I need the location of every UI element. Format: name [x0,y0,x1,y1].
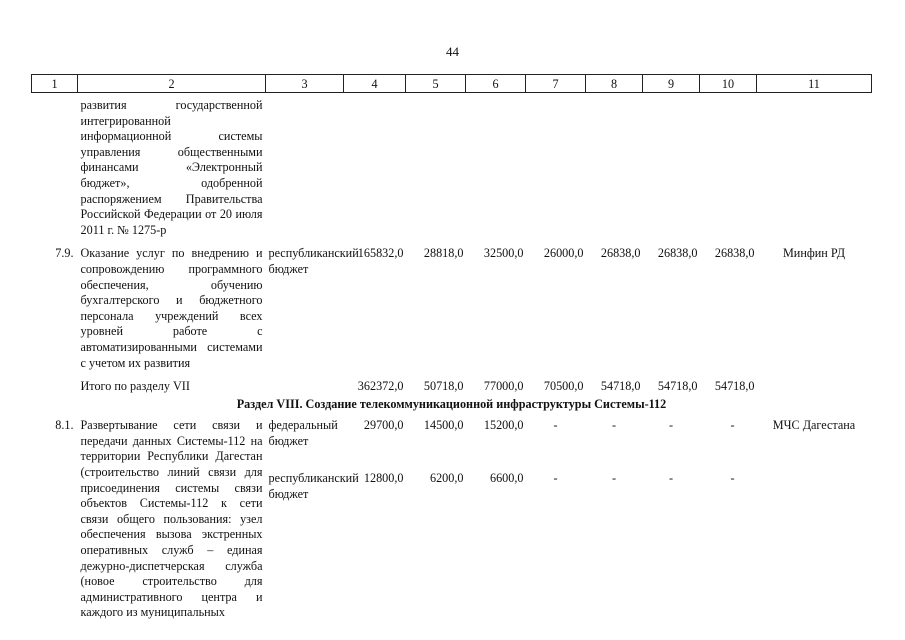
value-cell: - [611,471,617,485]
item-description: Развертывание сети связи и передачи данных Системы-112 на территории Республики Дагестан (строительство линий связи для присоединения системы связи объектов Системы-112 к сети связи общего пользования: узел обеспечения вызова экстренных оперативных служб – единая дежурно-диспетчерская служба (новое строительство для административного центра и каждого из муниципальных [80,418,263,620]
value-cell: 14500,0 [423,418,464,433]
total-value: 77000,0 [483,379,524,394]
value-cell: 26000,0 [543,246,584,261]
total-label: Итого по разделу VII [80,379,190,394]
value-cell: - [730,471,735,485]
continuation-text: развития государственной интегрированной информационной системы управления общественными финансами «Электронный бюджет», одобренной распоряжением Правительства Российской Федерации от 20 июля 2011 г. № 1275-р [80,98,263,237]
total-value: 54718,0 [600,379,641,394]
table-row [32,93,872,239]
column-number-header: 5 [406,75,466,93]
column-number-header: 1 [32,75,78,93]
page-number: 44 [446,44,459,59]
value-cell: - [730,418,735,433]
total-value: 54718,0 [714,379,755,394]
value-cell: 26838,0 [714,246,755,261]
column-number-header: 6 [466,75,526,93]
value-cell: - [668,418,674,433]
section-heading-row [32,395,872,419]
column-number-header: 8 [586,75,643,93]
value-cell: 165832,0 [357,246,404,261]
total-value: 54718,0 [657,379,698,394]
value-cell: 26838,0 [600,246,641,261]
executor: Минфин РД [782,246,846,261]
total-value: 362372,0 [357,379,404,394]
column-number-header: 7 [526,75,586,93]
item-number: 7.9. [55,246,74,261]
total-value: 70500,0 [543,379,584,394]
funding-source: республиканский бюджет [268,246,359,276]
value-cell: 32500,0 [483,246,524,261]
total-value: 50718,0 [423,379,464,394]
value-cell: 12800,0 [363,471,404,485]
column-number-header: 10 [700,75,757,93]
item-description: Оказание услуг по внедрению и сопровождению программного обеспечения, обучению бухгалтерского и бюджетного персонала учреждений всех уровней работе с автоматизированными системами с учетом их развития [80,246,263,370]
table-header [32,75,872,93]
value-cell: - [668,471,674,485]
column-number-header: 2 [78,75,266,93]
section-title: Раздел VIII. Создание телекоммуникационной инфраструктуры Системы-112 [236,396,667,411]
item-number: 8.1. [55,418,74,433]
value-cell: 29700,0 [363,418,404,433]
column-number-header: 3 [266,75,344,93]
value-cell: - [553,471,558,485]
value-cell: 28818,0 [423,246,464,261]
value-cell: - [553,418,558,433]
value-cell: 6600,0 [489,471,524,485]
table-row [32,246,872,371]
value-cell: 26838,0 [657,246,698,261]
value-cell: 6200,0 [429,471,464,485]
column-number-header: 9 [643,75,700,93]
program-table [31,74,872,621]
value-cell: 15200,0 [483,418,524,433]
value-cell: - [611,418,617,433]
executor: МЧС Дагестана [772,418,856,433]
table-row [32,418,872,457]
funding-source: федеральный бюджет [268,418,338,448]
column-number-header: 4 [344,75,406,93]
funding-source: республиканский бюджет [268,471,359,501]
total-row [32,379,872,395]
column-number-header: 11 [757,75,872,93]
